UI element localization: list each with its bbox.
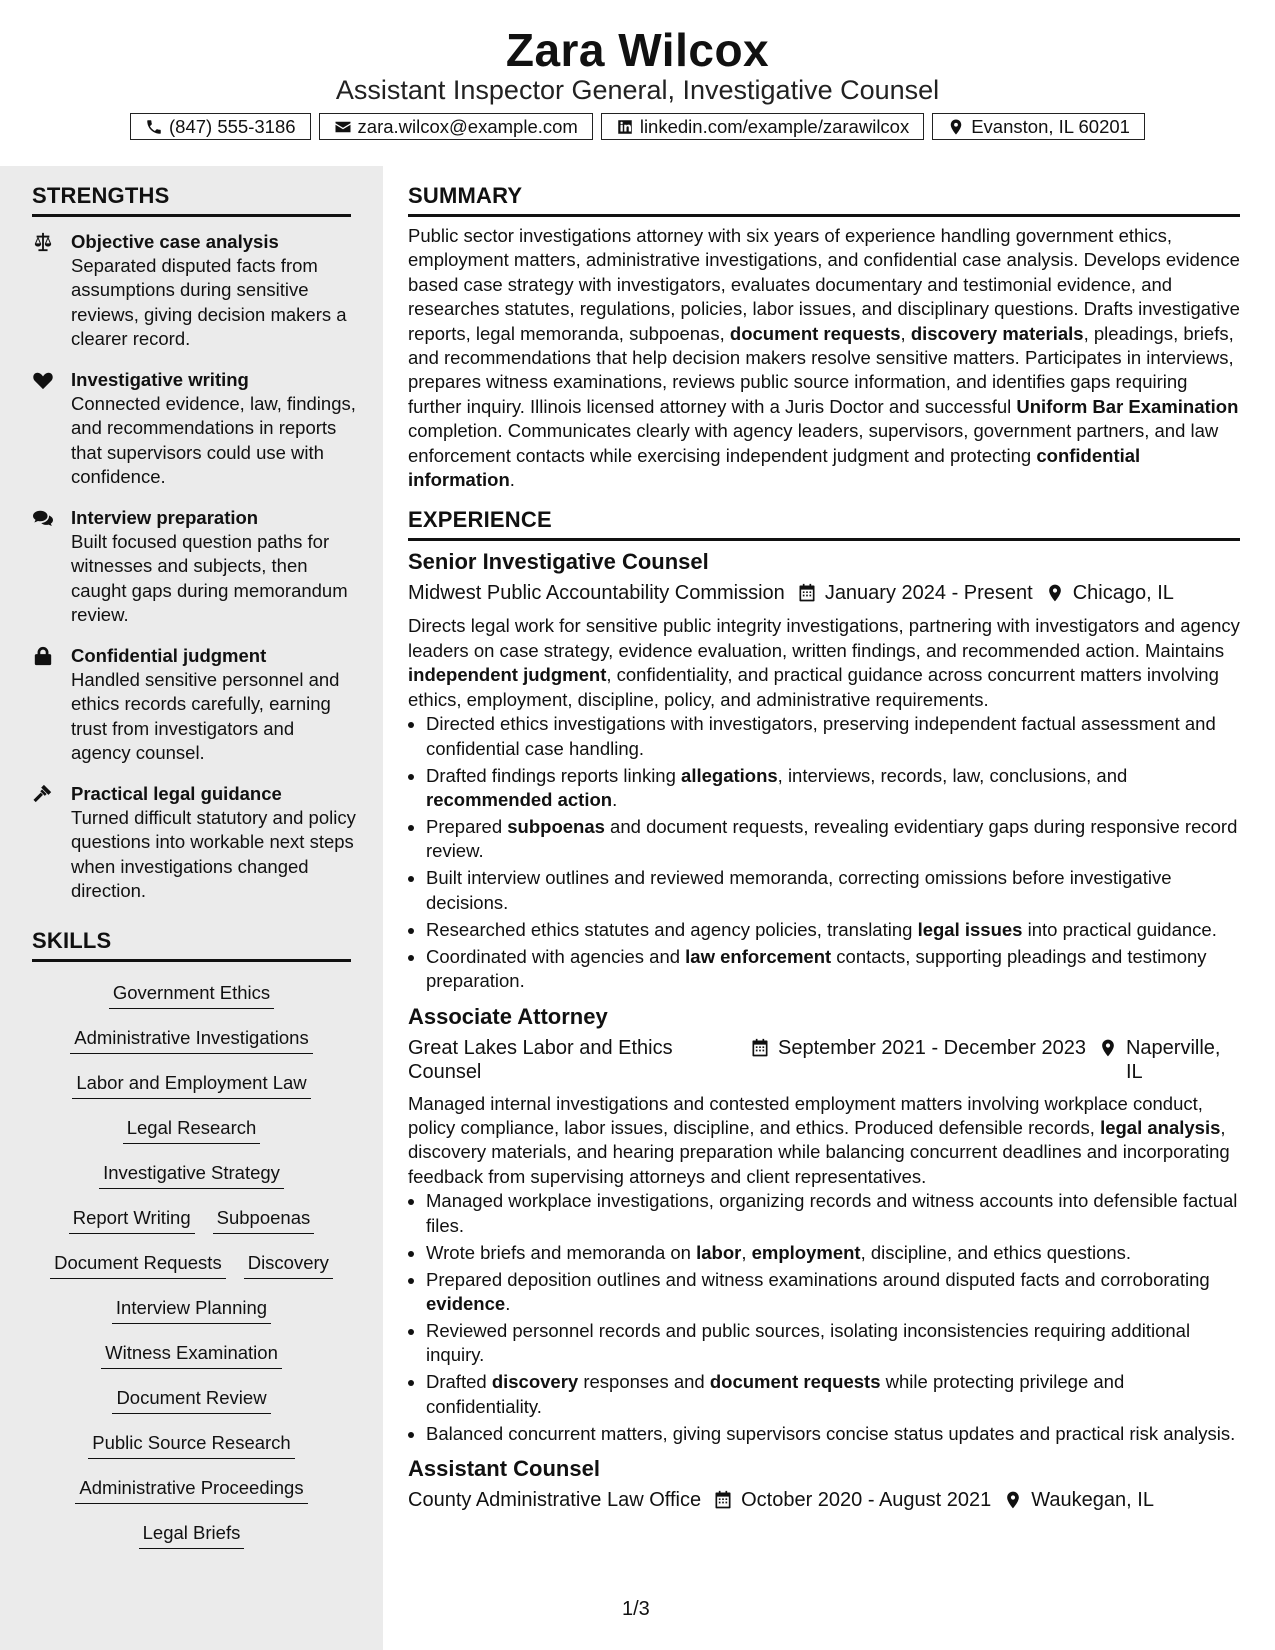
job-entry — [408, 547, 1240, 993]
email-text: zara.wilcox@example.com — [357, 116, 578, 137]
strength-desc: Separated disputed facts from assumptions during sensitive reviews, giving decision makers a clearer record. — [71, 255, 347, 350]
skills-heading: SKILLS — [32, 927, 351, 962]
emphasis: document requests — [709, 1371, 881, 1393]
job-description: Directs legal work for sensitive public integrity investigations, partnering with investigators and agency leaders on case strategy, evidence evaluation, written findings, and recommended action. Maintains independent judgment, confidentiality, and practical guidance across concurrent matters involving ethics, employment, discipline, policy, and administrative requirements. — [408, 615, 1240, 710]
skill-tag: Administrative Investigations — [70, 1026, 312, 1054]
contact-bar — [0, 113, 1275, 140]
skill-tag: Document Review — [112, 1386, 270, 1414]
strength-title: Practical legal guidance — [71, 783, 282, 804]
skill-tag: Administrative Proceedings — [75, 1476, 307, 1504]
strength-title: Objective case analysis — [71, 231, 279, 252]
strength-desc: Built focused question paths for witnesses and subjects, then caught gaps during memorandum review. — [71, 531, 348, 626]
map-marker-icon — [1045, 583, 1065, 603]
job-bullets — [408, 1189, 1240, 1446]
strength-item — [32, 368, 357, 490]
lock-icon — [32, 646, 56, 666]
resume-header — [0, 0, 1275, 166]
contact-phone[interactable] — [130, 113, 311, 140]
candidate-title: Assistant Inspector General, Investigative Counsel — [335, 75, 940, 105]
emphasis: allegations — [681, 764, 778, 786]
emphasis: document requests — [729, 322, 901, 344]
calendar-icon — [797, 583, 817, 603]
skill-tag: Government Ethics — [109, 981, 274, 1009]
strength-title: Confidential judgment — [71, 645, 267, 666]
skill-tag: Labor and Employment Law — [72, 1071, 310, 1099]
emphasis: evidence — [426, 1292, 506, 1314]
job-location: Naperville, IL — [1125, 1036, 1221, 1083]
skill-tag: Document Requests — [50, 1251, 226, 1279]
main-column — [408, 166, 1240, 1512]
bullet-item: • Coordinated with agencies and law enforcement contacts, supporting pleadings and testimony preparation. — [426, 945, 1240, 994]
job-bullets — [408, 712, 1240, 993]
page-number: 1/3 — [622, 1598, 650, 1620]
strength-title: Investigative writing — [71, 369, 249, 390]
emphasis: legal analysis — [1100, 1116, 1221, 1138]
map-marker-icon — [947, 118, 965, 136]
skills-list — [32, 981, 351, 1566]
emphasis: discovery materials — [910, 322, 1084, 344]
bullet-item: • Prepared subpoenas and document requests, revealing evidentiary gaps during responsive record review. — [426, 815, 1240, 864]
heart-icon — [32, 370, 56, 390]
job-entry — [408, 1002, 1240, 1447]
strength-item — [32, 644, 357, 766]
strength-item — [32, 230, 357, 352]
bullet-item: • Balanced concurrent matters, giving supervisors concise status updates and practical risk analysis. — [426, 1422, 1240, 1446]
skill-tag: Legal Research — [123, 1116, 261, 1144]
strength-desc: Turned difficult statutory and policy questions into workable next steps when investigations changed direction. — [71, 807, 356, 902]
bullet-item: • Managed workplace investigations, organizing records and witness accounts into defensible factual files. — [426, 1189, 1240, 1238]
strength-item — [32, 506, 357, 628]
skill-tag: Investigative Strategy — [99, 1161, 284, 1189]
calendar-icon — [750, 1038, 770, 1058]
scale-icon — [32, 232, 56, 252]
experience-heading: EXPERIENCE — [408, 506, 1240, 541]
gavel-icon — [32, 784, 56, 804]
job-entry — [408, 1454, 1240, 1512]
emphasis: recommended action — [426, 788, 613, 810]
comments-icon — [32, 508, 56, 528]
strength-item — [32, 782, 357, 904]
linkedin-text: linkedin.com/example/zarawilcox — [639, 116, 910, 137]
skill-tag: Interview Planning — [112, 1296, 271, 1324]
skill-tag: Public Source Research — [88, 1431, 294, 1459]
emphasis: subpoenas — [507, 815, 605, 837]
bullet-item: • Drafted discovery responses and document requests while protecting privilege and confidentiality. — [426, 1370, 1240, 1419]
emphasis: law enforcement — [685, 945, 832, 967]
bullet-item: • Built interview outlines and reviewed memoranda, correcting omissions before investigative decisions. — [426, 866, 1240, 915]
bullet-item: • Reviewed personnel records and public sources, isolating inconsistencies requiring additional inquiry. — [426, 1319, 1240, 1368]
phone-text: (847) 555-3186 — [169, 116, 296, 137]
bullet-item: • Researched ethics statutes and agency policies, translating legal issues into practical guidance. — [426, 918, 1240, 942]
job-location: Chicago, IL — [1072, 582, 1174, 605]
emphasis: employment — [751, 1241, 861, 1263]
strength-desc: Connected evidence, law, findings, and recommendations in reports that supervisors could use with confidence. — [71, 393, 356, 488]
bullet-item: • Prepared deposition outlines and witness examinations around disputed facts and corroborating evidence. — [426, 1268, 1240, 1317]
summary-text: Public sector investigations attorney with six years of experience handling government ethics, employment matters, administrative investigations, and confidential case analysis. Develops evidence based case strategy with investigators, evaluates documentary and testimonial evidence, and researches statutes, regulations, policies, labor issues, and disciplinary questions. Drafts investigative reports, legal memoranda, subpoenas, document requests, discovery materials, pleadings, briefs, and recommendations that help decision makers resolve sensitive matters. Participates in interviews, prepares witness examinations, reviews public source information, and identifies gaps requiring further inquiry. Illinois licensed attorney with a Juris Doctor and successful Uniform Bar Examination completion. Communicates clearly with agency leaders, supervisors, government partners, and law enforcement contacts while exercising independent judgment and protecting confidential information. — [408, 225, 1240, 491]
linkedin-icon — [616, 118, 634, 136]
emphasis: discovery — [491, 1371, 579, 1393]
job-meta — [408, 1036, 1240, 1084]
bullet-item: • Wrote briefs and memoranda on labor, employment, discipline, and ethics questions. — [426, 1241, 1240, 1265]
emphasis: independent judgment — [408, 664, 607, 686]
job-dates: October 2020 - August 2021 — [741, 1489, 992, 1512]
job-company: Great Lakes Labor and Ethics Counsel — [408, 1036, 673, 1083]
job-meta — [408, 581, 1240, 605]
job-meta — [408, 1488, 1240, 1512]
skill-tag: Discovery — [244, 1251, 333, 1279]
map-marker-icon — [1003, 1490, 1023, 1510]
emphasis: confidential information — [408, 444, 1141, 491]
job-title: Associate Attorney — [408, 1003, 608, 1029]
bullet-item: • Drafted findings reports linking allegations, interviews, records, law, conclusions, and recommended action. — [426, 764, 1240, 813]
emphasis: legal issues — [917, 918, 1023, 940]
emphasis: labor — [696, 1241, 742, 1263]
job-title: Senior Investigative Counsel — [408, 549, 709, 575]
job-description: Managed internal investigations and contested employment matters involving workplace conduct, policy compliance, labor issues, discipline, and ethics. Produced defensible records, legal analysis, discovery materials, and hearing preparation while balancing concurrent deadlines and incorporating feedback from supervising attorneys and client representatives. — [408, 1092, 1230, 1187]
job-company: Midwest Public Accountability Commission — [408, 582, 785, 605]
job-title: Assistant Counsel — [408, 1456, 600, 1482]
skill-tag: Report Writing — [69, 1206, 195, 1234]
skill-tag: Subpoenas — [213, 1206, 315, 1234]
strength-title: Interview preparation — [71, 507, 259, 528]
strengths-heading: STRENGTHS — [32, 182, 351, 217]
phone-icon — [145, 118, 163, 136]
candidate-name: Zara Wilcox — [505, 24, 770, 76]
strength-desc: Handled sensitive personnel and ethics records carefully, earning trust from investigators and agency counsel. — [71, 669, 340, 764]
contact-email[interactable] — [319, 113, 593, 140]
location-text: Evanston, IL 60201 — [971, 116, 1130, 137]
emphasis: Uniform Bar Examination — [1016, 395, 1239, 417]
envelope-icon — [334, 118, 352, 136]
summary-heading: SUMMARY — [408, 182, 1240, 217]
job-location: Waukegan, IL — [1031, 1489, 1154, 1512]
skill-tag: Witness Examination — [101, 1341, 282, 1369]
contact-linkedin[interactable] — [601, 113, 924, 140]
bullet-item: • Directed ethics investigations with investigators, preserving independent factual assessment and confidential case handling. — [426, 712, 1240, 761]
calendar-icon — [713, 1490, 733, 1510]
job-dates: September 2021 - December 2023 — [778, 1036, 1086, 1059]
contact-location — [932, 113, 1145, 140]
sidebar — [0, 166, 383, 1650]
skill-tag: Legal Briefs — [139, 1521, 245, 1549]
job-company: County Administrative Law Office — [408, 1489, 702, 1512]
job-dates: January 2024 - Present — [824, 582, 1033, 605]
map-marker-icon — [1098, 1038, 1118, 1058]
